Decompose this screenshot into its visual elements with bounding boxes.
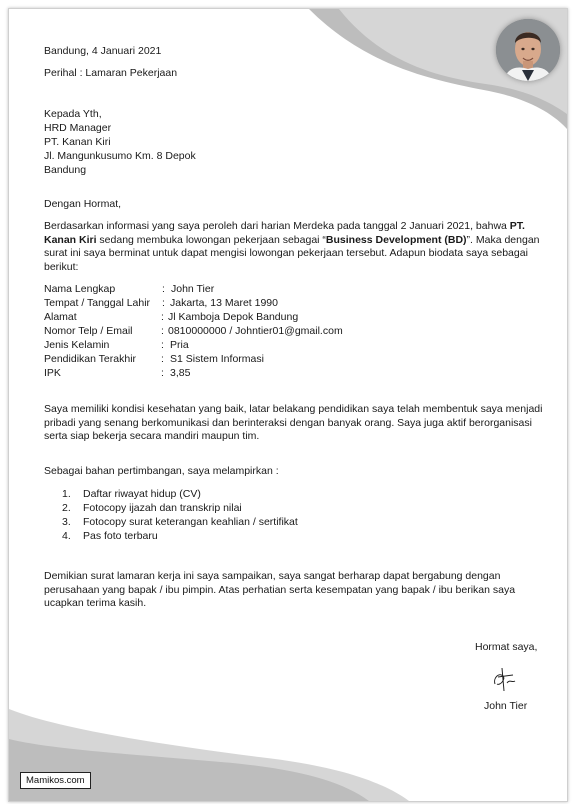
recipient-line: HRD Manager xyxy=(44,122,112,134)
intro-text: sedang membuka lowongan pekerjaan sebagai “ xyxy=(96,233,326,246)
biodata-label: Alamat xyxy=(44,311,77,323)
biodata-label: Nama Lengkap xyxy=(44,283,116,295)
place-date: Bandung, 4 Januari 2021 xyxy=(44,45,162,57)
biodata-colon: : xyxy=(161,311,164,323)
biodata-label: Nomor Telp / Email xyxy=(44,325,133,337)
biodata-colon: : xyxy=(161,325,164,337)
list-number: 4. xyxy=(62,530,71,542)
closing-paragraph: Demikian surat lamaran kerja ini saya sampaikan, saya sangat berharap dapat bergabung dengan perusahaan yang bapak / ibu pimpin. Atas perhatian serta kesempatan yang bapak / ibu berikan saya ucapkan terima kasih. xyxy=(44,570,516,610)
recipient-line: Kepada Yth, xyxy=(44,108,102,120)
biodata-label: Tempat / Tanggal Lahir xyxy=(44,297,151,309)
company-name: PT. Kanan Kiri xyxy=(44,220,525,246)
list-number: 2. xyxy=(62,502,71,514)
biodata-value: 0810000000 / Johntier01@gmail.com xyxy=(168,325,343,337)
statement-paragraph: Saya memiliki kondisi kesehatan yang baik, latar belakang pendidikan saya telah membentuk saya menjadi pribadi yang senang berkomunikasi dan berinteraksi dengan banyak orang. Saya juga aktif berorganisasi serta siap bekerja secara mandiri maupun tim. xyxy=(44,403,543,443)
list-text: Daftar riwayat hidup (CV) xyxy=(83,488,201,500)
biodata-label: Jenis Kelamin xyxy=(44,339,110,351)
recipient-line: Bandung xyxy=(44,164,87,176)
list-text: Fotocopy surat keterangan keahlian / sertifikat xyxy=(83,516,298,528)
letter-page xyxy=(8,8,568,802)
biodata-value: John Tier xyxy=(171,283,215,295)
biodata-colon: : xyxy=(161,353,164,365)
avatar xyxy=(496,19,560,81)
signer-name: John Tier xyxy=(484,700,528,712)
profile-photo xyxy=(496,19,560,81)
intro-text: ”. Maka dengan surat ini saya berminat untuk dapat mengisi lowongan pekerjaan tersebut. Adapun biodata saya sebagai berikut: xyxy=(44,233,540,273)
intro-paragraph xyxy=(44,220,549,274)
attachments-intro: Sebagai bahan pertimbangan, saya melampirkan : xyxy=(44,465,279,477)
recipient-line: PT. Kanan Kiri xyxy=(44,136,111,148)
list-number: 1. xyxy=(62,488,71,500)
signature-icon xyxy=(489,664,519,694)
subject-line: Perihal : Lamaran Pekerjaan xyxy=(44,67,178,79)
biodata-value: S1 Sistem Informasi xyxy=(170,353,264,365)
biodata-colon: : xyxy=(162,283,165,295)
biodata-value: Pria xyxy=(170,339,189,351)
recipient-line: Jl. Mangunkusumo Km. 8 Depok xyxy=(44,150,196,162)
list-number: 3. xyxy=(62,516,71,528)
biodata-value: Jakarta, 13 Maret 1990 xyxy=(170,297,278,309)
sign-off: Hormat saya, xyxy=(475,641,538,653)
watermark-logo: Mamikos.com xyxy=(20,772,91,789)
greeting: Dengan Hormat, xyxy=(44,198,122,210)
biodata-value: 3,85 xyxy=(170,367,191,379)
biodata-colon: : xyxy=(162,297,165,309)
intro-text: Berdasarkan informasi yang saya peroleh dari harian Merdeka pada tanggal 2 Januari 2021, bahwa xyxy=(44,220,510,232)
list-text: Fotocopy ijazah dan transkrip nilai xyxy=(83,502,242,514)
biodata-value: Jl Kamboja Depok Bandung xyxy=(168,311,299,323)
position-name: Business Development (BD) xyxy=(325,233,467,246)
biodata-label: IPK xyxy=(44,367,61,379)
biodata-colon: : xyxy=(161,367,164,379)
biodata-colon: : xyxy=(161,339,164,351)
biodata-label: Pendidikan Terakhir xyxy=(44,353,137,365)
list-text: Pas foto terbaru xyxy=(83,530,158,542)
